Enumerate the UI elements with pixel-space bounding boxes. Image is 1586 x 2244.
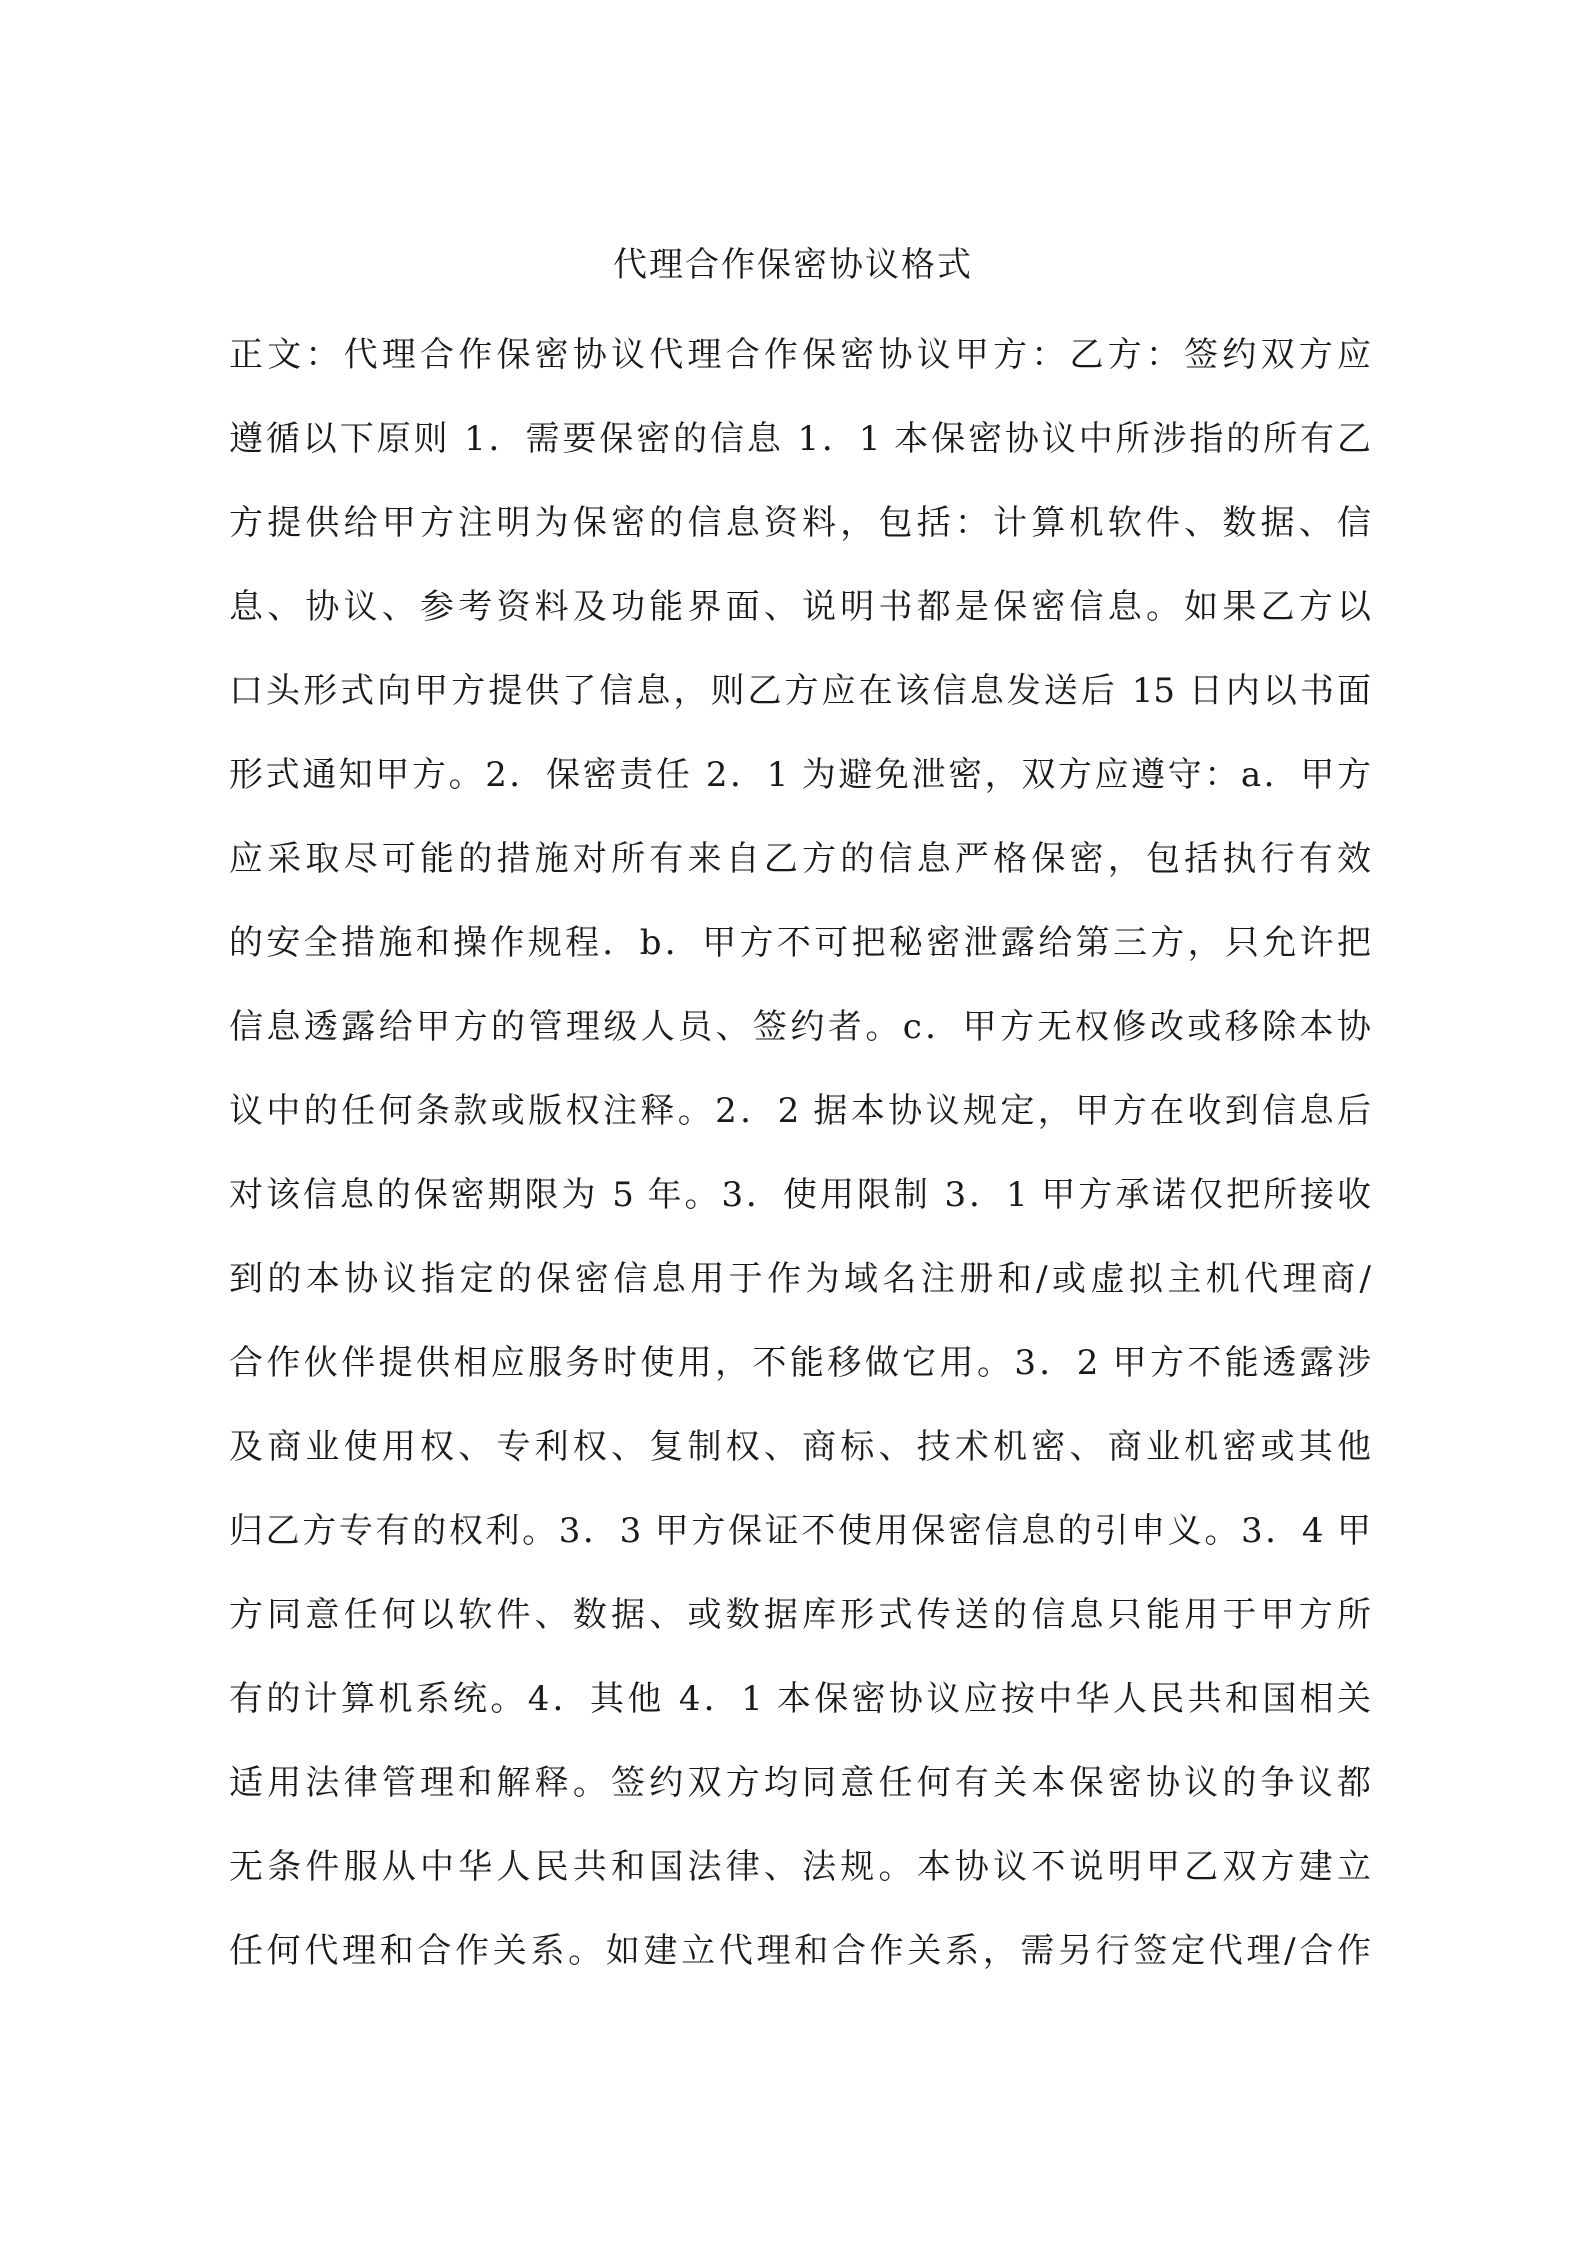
body-line: 任何代理和合作关系。如建立代理和合作关系，需另行签定代理/合作 [229, 1931, 1371, 1971]
body-line: 形式通知甲方。2．保密责任 2．1 为避免泄密，双方应遵守：a．甲方 [229, 755, 1371, 795]
body-line: 应采取尽可能的措施对所有来自乙方的信息严格保密，包括执行有效 [229, 839, 1371, 879]
body-line: 方同意任何以软件、数据、或数据库形式传送的信息只能用于甲方所 [229, 1595, 1371, 1635]
body-line: 正文：代理合作保密协议代理合作保密协议甲方：乙方：签约双方应 [229, 335, 1371, 375]
document-title: 代理合作保密协议格式 [613, 245, 973, 285]
body-line: 无条件服从中华人民共和国法律、法规。本协议不说明甲乙双方建立 [229, 1847, 1371, 1887]
document-body [229, 326, 1371, 2006]
body-line: 信息透露给甲方的管理级人员、签约者。c．甲方无权修改或移除本协 [229, 1007, 1371, 1047]
body-line: 归乙方专有的权利。3．3 甲方保证不使用保密信息的引申义。3．4 甲 [229, 1511, 1371, 1551]
body-line: 的安全措施和操作规程．b．甲方不可把秘密泄露给第三方，只允许把 [229, 923, 1371, 963]
body-line: 及商业使用权、专利权、复制权、商标、技术机密、商业机密或其他 [229, 1427, 1371, 1467]
body-line: 方提供给甲方注明为保密的信息资料，包括：计算机软件、数据、信 [229, 503, 1371, 543]
body-line: 有的计算机系统。4．其他 4．1 本保密协议应按中华人民共和国相关 [229, 1679, 1371, 1719]
body-line: 议中的任何条款或版权注释。2．2 据本协议规定，甲方在收到信息后 [229, 1091, 1371, 1131]
body-line: 口头形式向甲方提供了信息，则乙方应在该信息发送后 15 日内以书面 [229, 671, 1371, 711]
body-line: 合作伙伴提供相应服务时使用，不能移做它用。3．2 甲方不能透露涉 [229, 1343, 1371, 1383]
body-line: 息、协议、参考资料及功能界面、说明书都是保密信息。如果乙方以 [229, 587, 1371, 627]
body-line: 遵循以下原则 1．需要保密的信息 1．1 本保密协议中所涉指的所有乙 [229, 419, 1371, 459]
body-line: 适用法律管理和解释。签约双方均同意任何有关本保密协议的争议都 [229, 1763, 1371, 1803]
body-line: 对该信息的保密期限为 5 年。3．使用限制 3．1 甲方承诺仅把所接收 [229, 1175, 1371, 1215]
body-line: 到的本协议指定的保密信息用于作为域名注册和/或虚拟主机代理商/ [229, 1259, 1371, 1299]
